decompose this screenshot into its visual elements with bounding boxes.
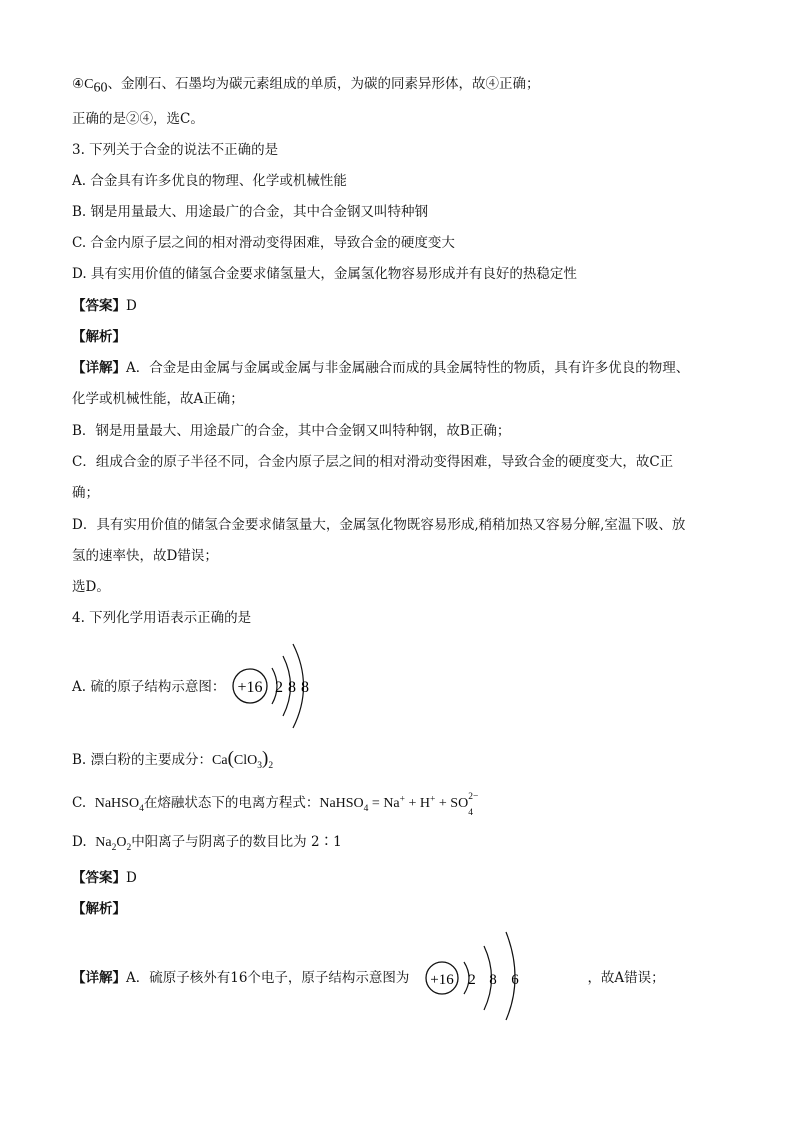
q3-option-b: B. 钢是用量最大、用途最广的合金，其中合金钢又叫特种钢: [72, 204, 429, 220]
q4-stem: 4. 下列化学用语表示正确的是: [72, 610, 252, 626]
q3-detail-6: D．具有实用价值的储氢合金要求储氢量大，金属氢化物既容易形成,稍稍加热又容易分解,室温下吸、放: [72, 517, 686, 533]
na-symbol: Na: [95, 835, 112, 850]
eq-h: + H: [405, 796, 431, 811]
paren-close: ): [262, 748, 269, 769]
clo-symbol: ClO: [233, 753, 258, 768]
q4-analysis-label: 【解析】: [72, 901, 126, 917]
q3-option-d: D. 具有实用价值的储氢合金要求储氢量大，金属氢化物容易形成并有良好的热稳定性: [72, 266, 577, 282]
circled-4: ④: [72, 76, 85, 92]
answer-value: D: [126, 870, 137, 886]
q2-statement-4-text: 、金刚石、石墨均为碳元素组成的单质，为碳的同素异形体，故④正确；: [107, 76, 540, 92]
eq-nahso-symbol: NaHSO: [319, 796, 364, 811]
shell-electrons-1: 2: [468, 972, 476, 988]
q3-detail-2: 化学或机械性能，故A正确；: [72, 391, 244, 407]
q3-detail-3: B．钢是用量最大、用途最广的合金，其中合金钢又叫特种钢，故B正确；: [72, 423, 511, 439]
option-c-text: 在熔融状态下的电离方程式：: [143, 795, 320, 811]
q3-answer: [72, 296, 137, 316]
reactant-formula: [94, 796, 144, 814]
option-c-label: C.: [72, 795, 87, 811]
detail-text: A．合金是由金属与金属或金属与非金属融合而成的具金属特性的物质，具有许多优良的物理、: [126, 360, 690, 376]
shell-electrons-2: 8: [288, 679, 296, 696]
ca-symbol: Ca: [212, 753, 228, 768]
option-b-label: B. 漂白粉的主要成分：: [72, 752, 213, 768]
eq-subscript-4: 4: [363, 803, 369, 814]
q3-option-a: A. 合金具有许多优良的物理、化学或机械性能: [72, 173, 347, 189]
answer-value: D: [126, 298, 137, 314]
bleaching-powder-formula: [212, 748, 274, 771]
shell-electrons-1: 2: [275, 679, 283, 696]
subscript-4: 4: [139, 803, 144, 814]
q3-stem: 3. 下列关于合金的说法不正确的是: [72, 142, 279, 158]
nucleus-charge: +16: [430, 972, 454, 988]
paren-open: (: [227, 748, 234, 769]
o-subscript: 2: [126, 842, 132, 853]
q3-analysis-label: 【解析】: [72, 329, 126, 345]
q3-option-c: C. 合金内原子层之间的相对滑动变得困难，导致合金的硬度变大: [72, 235, 455, 251]
q3-detail-7: 氢的速率快，故D错误；: [72, 548, 218, 564]
nucleus-charge: +16: [237, 679, 263, 696]
nahso-symbol: NaHSO: [94, 796, 140, 811]
q3-detail-8: 选D。: [72, 579, 110, 595]
detail-label: 【详解】: [72, 360, 126, 376]
option-d-label: D.: [72, 834, 87, 850]
sulfate-charge: 2−: [468, 792, 479, 802]
q4-answer: [72, 868, 137, 888]
answer-label: 【答案】: [72, 870, 126, 886]
carbon-symbol: C: [84, 77, 94, 92]
option-d-text: 中阳离子与阴离子的数目比为 2∶1: [131, 834, 342, 850]
shell-electrons-2: 8: [489, 972, 497, 988]
q2-statement-4: [72, 74, 539, 95]
q4-option-d: [72, 832, 342, 853]
sulfur-atom-diagram-a: [228, 640, 318, 735]
detail-label: 【详解】: [72, 970, 126, 986]
q3-detail-5: 确；: [72, 485, 99, 501]
q4-detail-a: [72, 968, 665, 988]
o-symbol: O: [116, 835, 127, 850]
q4-option-a-label: A. 硫的原子结构示意图：: [72, 679, 226, 695]
q3-detail-4: C．组成合金的原子半径不同，合金内原子层之间的相对滑动变得困难，导致合金的硬度变大，故C正: [72, 454, 674, 470]
sodium-peroxide-formula: [95, 835, 132, 853]
na-subscript: 2: [111, 842, 117, 853]
shell-electrons-3: 8: [301, 679, 309, 696]
shell-electrons-3: 6: [511, 972, 519, 988]
q4-option-b: [72, 749, 273, 771]
detail-text-post: ，故A错误；: [587, 970, 665, 986]
ionization-equation: [319, 792, 480, 818]
sulfate-subscript: 4: [468, 808, 473, 818]
sulfur-atom-diagram-correct: [422, 928, 532, 1023]
subscript-2: 2: [268, 760, 274, 771]
subscript-3: 3: [257, 760, 262, 771]
q3-detail-1: [72, 358, 689, 378]
h-charge: +: [430, 794, 436, 805]
q2-conclusion: 正确的是②④，选C。: [72, 111, 204, 127]
q4-option-c: [72, 792, 480, 818]
detail-text-pre: A．硫原子核外有16个电子，原子结构示意图为: [126, 970, 410, 986]
answer-label: 【答案】: [72, 298, 126, 314]
eq-so: + SO: [435, 796, 469, 811]
na-charge: +: [399, 794, 406, 805]
sulfate-script: [468, 792, 480, 818]
eq-equals-na: = Na: [368, 796, 400, 811]
carbon-subscript: 60: [93, 80, 108, 96]
